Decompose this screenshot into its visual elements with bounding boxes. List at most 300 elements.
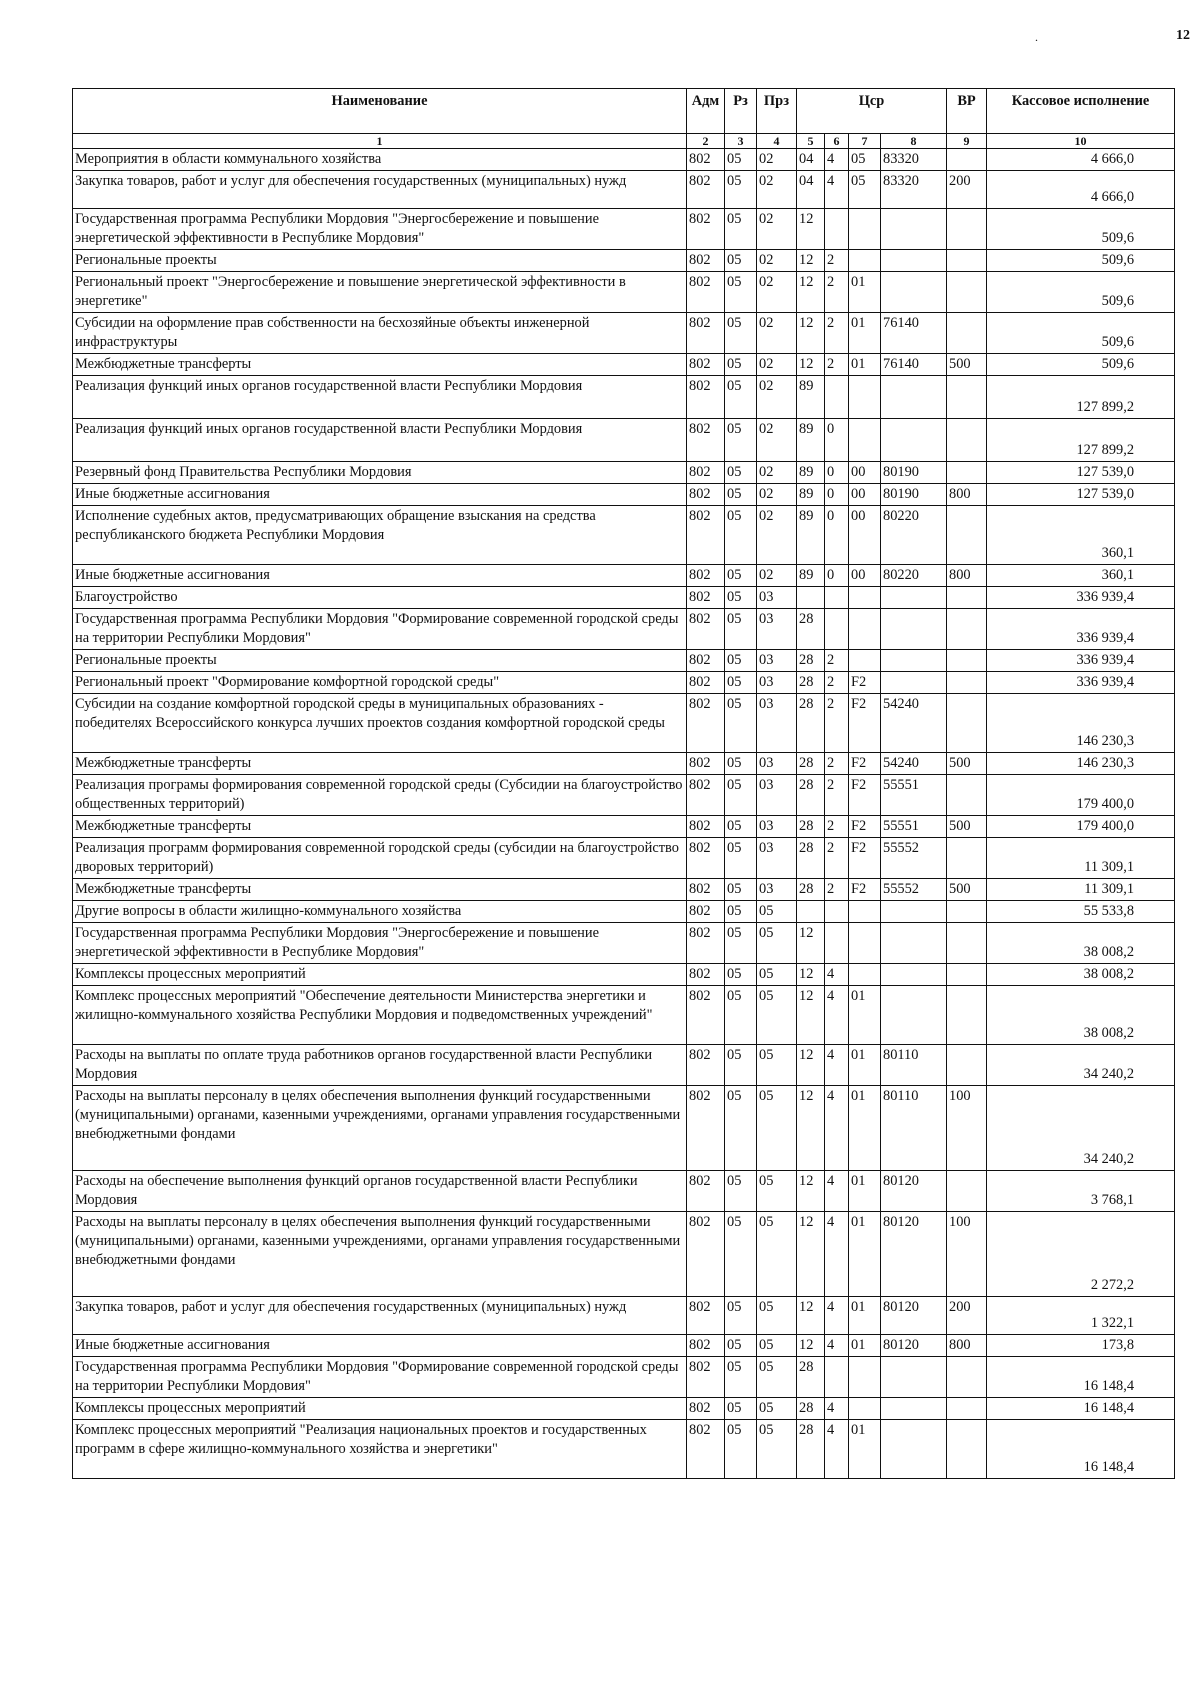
header-rz: Рз: [725, 89, 757, 134]
cell-rz: 05: [725, 879, 757, 901]
cell-csr-type: 4: [825, 1297, 849, 1335]
cell-amount: 38 008,2: [987, 964, 1175, 986]
column-number: 2: [687, 134, 725, 149]
cell-rz: 05: [725, 1171, 757, 1212]
cell-prz: 05: [757, 1297, 797, 1335]
cell-name: Комплексы процессных мероприятий: [73, 1398, 687, 1420]
cell-name: Региональный проект "Формирование комфортной городской среды": [73, 672, 687, 694]
table-row: [73, 1212, 1175, 1297]
cell-csr-program: 89: [797, 484, 825, 506]
table-row: [73, 565, 1175, 587]
cell-prz: 02: [757, 419, 797, 462]
cell-vr: [947, 313, 987, 354]
cell-vr: [947, 901, 987, 923]
cell-csr-program: 12: [797, 250, 825, 272]
cell-name: Реализация функций иных органов государственной власти Республики Мордовия: [73, 376, 687, 419]
cell-csr-event: F2: [849, 694, 881, 753]
header-prz: Прз: [757, 89, 797, 134]
table-row: [73, 419, 1175, 462]
cell-rz: 05: [725, 1086, 757, 1171]
cell-prz: 03: [757, 694, 797, 753]
table-row: [73, 1335, 1175, 1357]
cell-vr: [947, 609, 987, 650]
cell-adm: 802: [687, 838, 725, 879]
cell-csr-code: 55551: [881, 816, 947, 838]
cell-vr: [947, 1357, 987, 1398]
cell-csr-event: F2: [849, 816, 881, 838]
table-row: [73, 272, 1175, 313]
cell-amount: 127 539,0: [987, 462, 1175, 484]
cell-name: Государственная программа Республики Мордовия "Энергосбережение и повышение энергетической эффективности в Республике Мордовия": [73, 923, 687, 964]
cell-vr: [947, 462, 987, 484]
header-adm: Адм: [687, 89, 725, 134]
header-vr: ВР: [947, 89, 987, 134]
cell-amount: 509,6: [987, 209, 1175, 250]
cell-adm: 802: [687, 879, 725, 901]
cell-vr: 800: [947, 565, 987, 587]
column-number: 7: [849, 134, 881, 149]
cell-rz: 05: [725, 1212, 757, 1297]
table-row: [73, 462, 1175, 484]
cell-csr-event: 00: [849, 484, 881, 506]
cell-rz: 05: [725, 565, 757, 587]
cell-name: Межбюджетные трансферты: [73, 354, 687, 376]
cell-csr-code: 83320: [881, 149, 947, 171]
cell-csr-type: [825, 587, 849, 609]
cell-prz: 05: [757, 1045, 797, 1086]
cell-csr-event: 01: [849, 313, 881, 354]
cell-vr: 800: [947, 1335, 987, 1357]
table-row: [73, 171, 1175, 209]
cell-vr: [947, 149, 987, 171]
cell-name: Государственная программа Республики Мордовия "Энергосбережение и повышение энергетической эффективности в Республике Мордовия": [73, 209, 687, 250]
cell-rz: 05: [725, 816, 757, 838]
cell-csr-event: 01: [849, 986, 881, 1045]
cell-vr: [947, 1420, 987, 1479]
cell-amount: 16 148,4: [987, 1357, 1175, 1398]
cell-amount: 4 666,0: [987, 171, 1175, 209]
cell-csr-program: 12: [797, 1297, 825, 1335]
table-row: [73, 376, 1175, 419]
cell-csr-type: 2: [825, 753, 849, 775]
cell-adm: 802: [687, 209, 725, 250]
cell-csr-program: 12: [797, 923, 825, 964]
header-row: [73, 89, 1175, 134]
cell-prz: 02: [757, 462, 797, 484]
table-row: [73, 753, 1175, 775]
cell-csr-program: 28: [797, 609, 825, 650]
cell-adm: 802: [687, 1297, 725, 1335]
cell-vr: [947, 209, 987, 250]
cell-amount: 34 240,2: [987, 1086, 1175, 1171]
cell-prz: 03: [757, 879, 797, 901]
cell-name: Закупка товаров, работ и услуг для обеспечения государственных (муниципальных) нужд: [73, 1297, 687, 1335]
cell-rz: 05: [725, 1398, 757, 1420]
cell-prz: 05: [757, 1398, 797, 1420]
column-number: 3: [725, 134, 757, 149]
cell-csr-event: F2: [849, 838, 881, 879]
cell-csr-code: [881, 272, 947, 313]
cell-adm: 802: [687, 462, 725, 484]
cell-prz: 03: [757, 816, 797, 838]
cell-vr: [947, 923, 987, 964]
cell-adm: 802: [687, 506, 725, 565]
cell-amount: 38 008,2: [987, 986, 1175, 1045]
cell-csr-code: [881, 1420, 947, 1479]
cell-vr: [947, 506, 987, 565]
cell-vr: 200: [947, 171, 987, 209]
scan-dot: .: [1035, 30, 1038, 44]
cell-csr-type: 2: [825, 775, 849, 816]
cell-csr-program: 28: [797, 879, 825, 901]
cell-adm: 802: [687, 694, 725, 753]
cell-csr-program: 28: [797, 672, 825, 694]
cell-prz: 03: [757, 672, 797, 694]
cell-csr-code: 80220: [881, 506, 947, 565]
cell-vr: [947, 672, 987, 694]
cell-name: Реализация програмы формирования современной городской среды (Субсидии на благоустройство общественных территорий): [73, 775, 687, 816]
cell-name: Межбюджетные трансферты: [73, 816, 687, 838]
table-row: [73, 149, 1175, 171]
cell-rz: 05: [725, 1357, 757, 1398]
cell-csr-code: [881, 419, 947, 462]
table-row: [73, 775, 1175, 816]
cell-csr-code: 54240: [881, 694, 947, 753]
cell-csr-program: 28: [797, 1398, 825, 1420]
cell-adm: 802: [687, 565, 725, 587]
cell-csr-type: 4: [825, 964, 849, 986]
cell-adm: 802: [687, 1086, 725, 1171]
cell-amount: 127 539,0: [987, 484, 1175, 506]
cell-csr-type: 4: [825, 1398, 849, 1420]
cell-vr: [947, 1045, 987, 1086]
cell-csr-type: 4: [825, 1045, 849, 1086]
cell-csr-program: 12: [797, 1171, 825, 1212]
cell-vr: [947, 1398, 987, 1420]
table-row: [73, 484, 1175, 506]
cell-csr-type: 0: [825, 565, 849, 587]
cell-csr-code: 80110: [881, 1045, 947, 1086]
header-csr: Цср: [797, 89, 947, 134]
table-row: [73, 209, 1175, 250]
cell-csr-event: 01: [849, 354, 881, 376]
table-row: [73, 313, 1175, 354]
cell-prz: 02: [757, 272, 797, 313]
cell-vr: [947, 986, 987, 1045]
cell-prz: 02: [757, 313, 797, 354]
table-row: [73, 1420, 1175, 1479]
cell-name: Субсидии на создание комфортной городской среды в муниципальных образованиях - победителях Всероссийского конкурса лучших проектов создания комфортной городской среды: [73, 694, 687, 753]
cell-csr-code: [881, 376, 947, 419]
table-row: [73, 1357, 1175, 1398]
cell-amount: 2 272,2: [987, 1212, 1175, 1297]
cell-rz: 05: [725, 462, 757, 484]
table-row: [73, 838, 1175, 879]
cell-csr-code: 55552: [881, 879, 947, 901]
cell-csr-code: 55551: [881, 775, 947, 816]
cell-csr-code: [881, 672, 947, 694]
table-row: [73, 1171, 1175, 1212]
cell-vr: [947, 964, 987, 986]
column-number: 1: [73, 134, 687, 149]
cell-adm: 802: [687, 171, 725, 209]
cell-csr-code: [881, 1357, 947, 1398]
cell-csr-code: 80220: [881, 565, 947, 587]
column-number: 8: [881, 134, 947, 149]
cell-csr-type: [825, 923, 849, 964]
cell-name: Комплекс процессных мероприятий "Обеспечение деятельности Министерства энергетики и жилищно-коммунального хозяйства Республики Мордовия и подведомственных учреждений": [73, 986, 687, 1045]
table-row: [73, 1045, 1175, 1086]
cell-adm: 802: [687, 986, 725, 1045]
cell-csr-code: [881, 250, 947, 272]
cell-csr-event: 01: [849, 272, 881, 313]
cell-csr-program: 89: [797, 419, 825, 462]
cell-csr-program: 04: [797, 149, 825, 171]
cell-csr-type: 2: [825, 272, 849, 313]
cell-csr-event: [849, 1357, 881, 1398]
cell-amount: 4 666,0: [987, 149, 1175, 171]
cell-rz: 05: [725, 313, 757, 354]
cell-adm: 802: [687, 149, 725, 171]
cell-vr: 500: [947, 816, 987, 838]
cell-csr-event: 00: [849, 462, 881, 484]
cell-vr: 500: [947, 879, 987, 901]
cell-amount: 336 939,4: [987, 609, 1175, 650]
table-row: [73, 964, 1175, 986]
cell-amount: 336 939,4: [987, 587, 1175, 609]
cell-rz: 05: [725, 986, 757, 1045]
cell-csr-event: 01: [849, 1297, 881, 1335]
cell-csr-program: 12: [797, 1212, 825, 1297]
cell-amount: 127 899,2: [987, 419, 1175, 462]
cell-csr-event: [849, 1398, 881, 1420]
cell-name: Региональные проекты: [73, 650, 687, 672]
cell-amount: 38 008,2: [987, 923, 1175, 964]
cell-csr-code: 80120: [881, 1171, 947, 1212]
cell-csr-type: 4: [825, 1420, 849, 1479]
cell-vr: 100: [947, 1086, 987, 1171]
cell-name: Межбюджетные трансферты: [73, 879, 687, 901]
cell-prz: 02: [757, 376, 797, 419]
cell-csr-event: F2: [849, 879, 881, 901]
cell-csr-code: 80190: [881, 484, 947, 506]
cell-prz: 03: [757, 838, 797, 879]
cell-adm: 802: [687, 419, 725, 462]
cell-name: Иные бюджетные ассигнования: [73, 565, 687, 587]
cell-amount: 55 533,8: [987, 901, 1175, 923]
cell-rz: 05: [725, 1297, 757, 1335]
cell-prz: 02: [757, 149, 797, 171]
cell-rz: 05: [725, 838, 757, 879]
cell-csr-event: 01: [849, 1171, 881, 1212]
cell-csr-type: 0: [825, 462, 849, 484]
cell-rz: 05: [725, 1335, 757, 1357]
cell-rz: 05: [725, 171, 757, 209]
cell-csr-event: [849, 587, 881, 609]
cell-csr-program: 89: [797, 376, 825, 419]
cell-rz: 05: [725, 753, 757, 775]
cell-prz: 05: [757, 1420, 797, 1479]
cell-csr-event: [849, 901, 881, 923]
cell-rz: 05: [725, 650, 757, 672]
cell-rz: 05: [725, 209, 757, 250]
cell-amount: 11 309,1: [987, 879, 1175, 901]
cell-csr-type: 4: [825, 1335, 849, 1357]
cell-amount: 509,6: [987, 250, 1175, 272]
cell-csr-event: 05: [849, 171, 881, 209]
cell-name: Комплексы процессных мероприятий: [73, 964, 687, 986]
cell-csr-type: 4: [825, 1212, 849, 1297]
cell-rz: 05: [725, 672, 757, 694]
cell-prz: 05: [757, 1357, 797, 1398]
cell-amount: 360,1: [987, 506, 1175, 565]
cell-amount: 336 939,4: [987, 672, 1175, 694]
cell-amount: 16 148,4: [987, 1398, 1175, 1420]
cell-csr-type: 4: [825, 1086, 849, 1171]
cell-csr-code: [881, 923, 947, 964]
table-row: [73, 250, 1175, 272]
cell-prz: 02: [757, 565, 797, 587]
cell-csr-program: 12: [797, 1086, 825, 1171]
cell-csr-event: F2: [849, 753, 881, 775]
table-body: [73, 149, 1175, 1479]
page-number: 12: [1176, 28, 1190, 43]
cell-csr-event: [849, 419, 881, 462]
cell-name: Региональные проекты: [73, 250, 687, 272]
cell-csr-program: 28: [797, 1357, 825, 1398]
cell-rz: 05: [725, 1045, 757, 1086]
cell-csr-program: 12: [797, 354, 825, 376]
cell-csr-code: 80120: [881, 1212, 947, 1297]
cell-csr-type: 2: [825, 694, 849, 753]
cell-vr: [947, 838, 987, 879]
cell-adm: 802: [687, 313, 725, 354]
cell-csr-type: 4: [825, 986, 849, 1045]
table-row: [73, 1086, 1175, 1171]
column-number: 9: [947, 134, 987, 149]
cell-csr-event: 05: [849, 149, 881, 171]
cell-rz: 05: [725, 354, 757, 376]
cell-amount: 11 309,1: [987, 838, 1175, 879]
column-number: 10: [987, 134, 1175, 149]
cell-vr: [947, 272, 987, 313]
cell-adm: 802: [687, 1212, 725, 1297]
cell-csr-code: 83320: [881, 171, 947, 209]
cell-csr-program: 28: [797, 1420, 825, 1479]
cell-csr-code: [881, 964, 947, 986]
cell-csr-type: 2: [825, 354, 849, 376]
cell-csr-code: 55552: [881, 838, 947, 879]
cell-csr-event: 01: [849, 1420, 881, 1479]
cell-csr-program: [797, 901, 825, 923]
cell-csr-code: 80110: [881, 1086, 947, 1171]
cell-rz: 05: [725, 272, 757, 313]
cell-adm: 802: [687, 1398, 725, 1420]
cell-csr-code: 76140: [881, 354, 947, 376]
cell-name: Расходы на обеспечение выполнения функций органов государственной власти Республики Мордовия: [73, 1171, 687, 1212]
cell-csr-event: [849, 923, 881, 964]
cell-rz: 05: [725, 149, 757, 171]
cell-amount: 179 400,0: [987, 775, 1175, 816]
cell-name: Реализация программ формирования современной городской среды (субсидии на благоустройство дворовых территорий): [73, 838, 687, 879]
cell-vr: [947, 419, 987, 462]
cell-csr-type: [825, 901, 849, 923]
cell-adm: 802: [687, 354, 725, 376]
cell-csr-type: 4: [825, 1171, 849, 1212]
cell-csr-code: [881, 609, 947, 650]
cell-adm: 802: [687, 1420, 725, 1479]
cell-csr-program: 28: [797, 694, 825, 753]
cell-csr-type: [825, 376, 849, 419]
cell-csr-code: [881, 901, 947, 923]
cell-csr-event: 01: [849, 1086, 881, 1171]
cell-csr-code: 76140: [881, 313, 947, 354]
cell-adm: 802: [687, 250, 725, 272]
cell-rz: 05: [725, 694, 757, 753]
table-row: [73, 901, 1175, 923]
cell-amount: 179 400,0: [987, 816, 1175, 838]
cell-csr-program: 12: [797, 209, 825, 250]
table-row: [73, 650, 1175, 672]
cell-adm: 802: [687, 587, 725, 609]
cell-amount: 146 230,3: [987, 753, 1175, 775]
cell-adm: 802: [687, 964, 725, 986]
cell-vr: [947, 775, 987, 816]
cell-csr-event: [849, 609, 881, 650]
cell-prz: 02: [757, 171, 797, 209]
cell-name: Реализация функций иных органов государственной власти Республики Мордовия: [73, 419, 687, 462]
table-row: [73, 879, 1175, 901]
cell-amount: 509,6: [987, 313, 1175, 354]
cell-adm: 802: [687, 753, 725, 775]
cell-name: Расходы на выплаты персоналу в целях обеспечения выполнения функций государственными (муниципальными) органами, казенными учреждениями, органами управления государственными внебюджетными фондами: [73, 1086, 687, 1171]
cell-amount: 146 230,3: [987, 694, 1175, 753]
cell-vr: [947, 1171, 987, 1212]
cell-csr-code: [881, 1398, 947, 1420]
cell-csr-program: 12: [797, 1045, 825, 1086]
cell-prz: 05: [757, 1212, 797, 1297]
cell-csr-program: 28: [797, 816, 825, 838]
cell-prz: 03: [757, 587, 797, 609]
cell-vr: 200: [947, 1297, 987, 1335]
cell-adm: 802: [687, 376, 725, 419]
cell-prz: 03: [757, 775, 797, 816]
cell-rz: 05: [725, 484, 757, 506]
cell-csr-type: [825, 1357, 849, 1398]
column-number: 6: [825, 134, 849, 149]
cell-rz: 05: [725, 376, 757, 419]
cell-amount: 16 148,4: [987, 1420, 1175, 1479]
cell-prz: 02: [757, 506, 797, 565]
cell-prz: 03: [757, 609, 797, 650]
cell-csr-event: F2: [849, 672, 881, 694]
cell-amount: 336 939,4: [987, 650, 1175, 672]
table-row: [73, 506, 1175, 565]
cell-adm: 802: [687, 816, 725, 838]
cell-amount: 509,6: [987, 354, 1175, 376]
cell-csr-event: [849, 650, 881, 672]
cell-csr-type: 4: [825, 149, 849, 171]
cell-rz: 05: [725, 506, 757, 565]
table-row: [73, 587, 1175, 609]
cell-amount: 34 240,2: [987, 1045, 1175, 1086]
cell-csr-event: F2: [849, 775, 881, 816]
cell-csr-program: [797, 587, 825, 609]
cell-adm: 802: [687, 901, 725, 923]
cell-adm: 802: [687, 272, 725, 313]
table-row: [73, 354, 1175, 376]
cell-csr-type: 2: [825, 816, 849, 838]
